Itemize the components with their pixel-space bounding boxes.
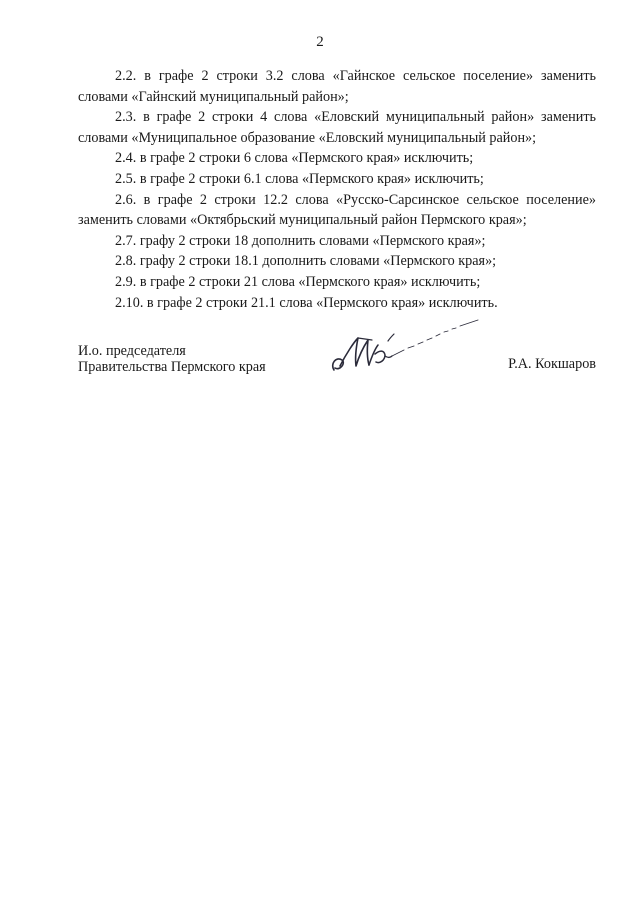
amendment-paragraph: 2.9. в графе 2 строки 21 слова «Пермского края» исключить; xyxy=(115,273,481,290)
amendment-paragraph: 2.7. графу 2 строки 18 дополнить словами «Пермского края»; xyxy=(115,232,486,249)
signer-title xyxy=(78,344,266,375)
amendment-paragraph: 2.2. в графе 2 строки 3.2 слова «Гайнское сельское поселение» заменить словами «Гайнский муниципальный район»; xyxy=(78,68,596,105)
amendment-paragraph: 2.4. в графе 2 строки 6 слова «Пермского края» исключить; xyxy=(115,150,474,167)
signer-name: Р.А. Кокшаров xyxy=(508,356,596,372)
signer-title-line: И.о. председателя xyxy=(78,343,186,359)
amendment-paragraph: 2.10. в графе 2 строки 21.1 слова «Пермского края» исключить. xyxy=(115,294,498,311)
document-body xyxy=(78,66,596,313)
amendment-paragraph: 2.3. в графе 2 строки 4 слова «Еловский муниципальный район» заменить словами «Муниципальное образование «Еловский муниципальный район»; xyxy=(78,109,596,146)
amendment-paragraph: 2.6. в графе 2 строки 12.2 слова «Русско-Сарсинское сельское поселение» заменить словами «Октябрьский муниципальный район Пермского края»; xyxy=(78,191,596,229)
signer-title-line: Правительства Пермского края xyxy=(78,358,266,375)
amendment-paragraph: 2.8. графу 2 строки 18.1 дополнить словами «Пермского края»; xyxy=(115,253,497,270)
page-number: 2 xyxy=(316,34,324,50)
amendment-paragraph: 2.5. в графе 2 строки 6.1 слова «Пермского края» исключить; xyxy=(115,170,484,187)
handwritten-signature xyxy=(328,316,484,378)
